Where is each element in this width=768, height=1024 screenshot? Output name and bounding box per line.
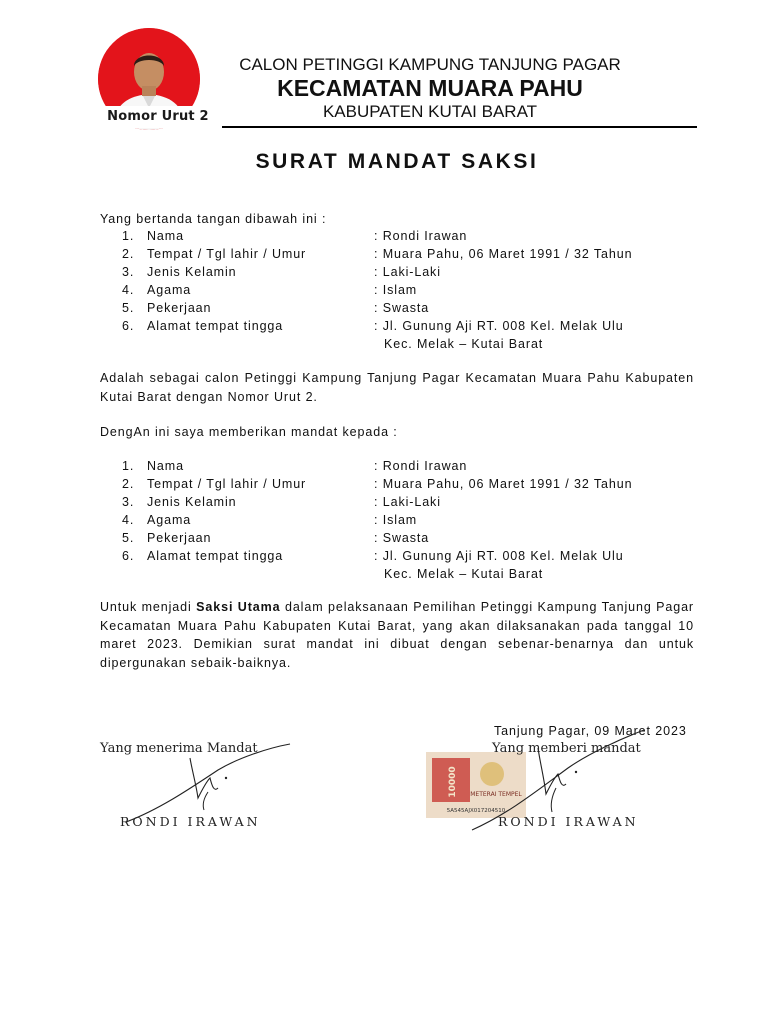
row-number: 3. (122, 265, 135, 279)
detail-row (100, 317, 700, 335)
place-date: Tanjung Pagar, 09 Maret 2023 (494, 724, 687, 738)
detail-row (100, 281, 700, 299)
row-number: 1. (122, 229, 135, 243)
row-label: Jenis Kelamin (147, 495, 237, 509)
row-label: Pekerjaan (147, 531, 212, 545)
row-number: 4. (122, 513, 135, 527)
row-label: Alamat tempat tingga (147, 319, 284, 333)
detail-row-continued (100, 565, 700, 583)
row-label: Pekerjaan (147, 301, 212, 315)
row-value: : Swasta (374, 301, 430, 315)
row-number: 1. (122, 459, 135, 473)
row-label: Tempat / Tgl lahir / Umur (147, 247, 307, 261)
candidate-paragraph: Adalah sebagai calon Petinggi Kampung Tanjung Pagar Kecamatan Muara Pahu Kabupaten Kutai Barat dengan Nomor Urut 2. (100, 371, 694, 404)
row-label: Nama (147, 459, 184, 473)
detail-row (100, 299, 700, 317)
detail-row (100, 475, 700, 493)
detail-row (100, 457, 700, 475)
left-signature-name: RONDI IRAWAN (120, 814, 261, 829)
row-value: : Jl. Gunung Aji RT. 008 Kel. Melak Ulu (374, 549, 624, 563)
row-label: Nama (147, 229, 184, 243)
stamp-text: METERAI TEMPEL (470, 791, 522, 798)
intro-text: Yang bertanda tangan dibawah ini : (100, 212, 327, 226)
left-signature-label: Yang menerima Mandat (100, 741, 258, 756)
stamp-serial: 5A545AJX017204510 (446, 808, 506, 814)
row-value: : Muara Pahu, 06 Maret 1991 / 32 Tahun (374, 247, 633, 261)
document-title: SURAT MANDAT SAKSI (255, 150, 539, 173)
mandate-intro-text: DengAn ini saya memberikan mandat kepada : (100, 425, 398, 439)
row-number: 5. (122, 531, 135, 545)
mandate-text-after: dalam pelaksanaan Pemilihan Petinggi Kampung Tanjung Pagar Kecamatan Muara Pahu Kabupaten Kutai Barat, yang akan dilaksanakan pada tanggal 10 maret 2023. Demikian surat mandat ini dibuat dengan sebenar-benarnya dan untuk dipergunakan sebaik-baiknya. (100, 600, 694, 670)
row-value: : Laki-Laki (374, 265, 441, 279)
row-value: : Jl. Gunung Aji RT. 008 Kel. Melak Ulu (374, 319, 624, 333)
detail-row (100, 227, 700, 245)
row-value: : Muara Pahu, 06 Maret 1991 / 32 Tahun (374, 477, 633, 491)
row-label: Tempat / Tgl lahir / Umur (147, 477, 307, 491)
row-label: Agama (147, 513, 192, 527)
detail-row (100, 511, 700, 529)
header-divider (222, 126, 697, 128)
row-number: 2. (122, 247, 135, 261)
mandate-role-bold: Saksi Utama (196, 600, 281, 614)
header-line-3: KABUPATEN KUTAI BARAT (322, 102, 538, 121)
row-number: 6. (122, 549, 135, 563)
row-number: 5. (122, 301, 135, 315)
row-value: : Islam (374, 513, 418, 527)
address-continuation: Kec. Melak – Kutai Barat (384, 567, 544, 581)
row-number: 6. (122, 319, 135, 333)
right-signature-label: Yang memberi mandat (492, 741, 641, 756)
person1-details (100, 227, 700, 353)
row-number: 3. (122, 495, 135, 509)
mandate-text-before: Untuk menjadi (100, 600, 197, 614)
row-value: : Rondi Irawan (374, 229, 468, 243)
detail-row (100, 245, 700, 263)
row-value: : Islam (374, 283, 418, 297)
detail-row (100, 547, 700, 565)
row-value: : Swasta (374, 531, 430, 545)
row-value: : Laki-Laki (374, 495, 441, 509)
right-signature-name: RONDI IRAWAN (498, 814, 639, 829)
detail-row (100, 493, 700, 511)
address-continuation: Kec. Melak – Kutai Barat (384, 337, 544, 351)
mandate-paragraph (100, 598, 694, 672)
detail-row (100, 529, 700, 547)
stamp-amount: 10000 (448, 766, 458, 798)
detail-row (100, 263, 700, 281)
number-badge: Nomor Urut 2 (97, 106, 219, 128)
row-value: : Rondi Irawan (374, 459, 468, 473)
row-label: Alamat tempat tingga (147, 549, 284, 563)
person2-details (100, 457, 700, 583)
row-label: Jenis Kelamin (147, 265, 237, 279)
header-line-2: KECAMATAN MUARA PAHU (277, 75, 583, 101)
row-label: Agama (147, 283, 192, 297)
row-number: 2. (122, 477, 135, 491)
header-line-1: CALON PETINGGI KAMPUNG TANJUNG PAGAR (239, 55, 621, 74)
row-number: 4. (122, 283, 135, 297)
detail-row-continued (100, 335, 700, 353)
